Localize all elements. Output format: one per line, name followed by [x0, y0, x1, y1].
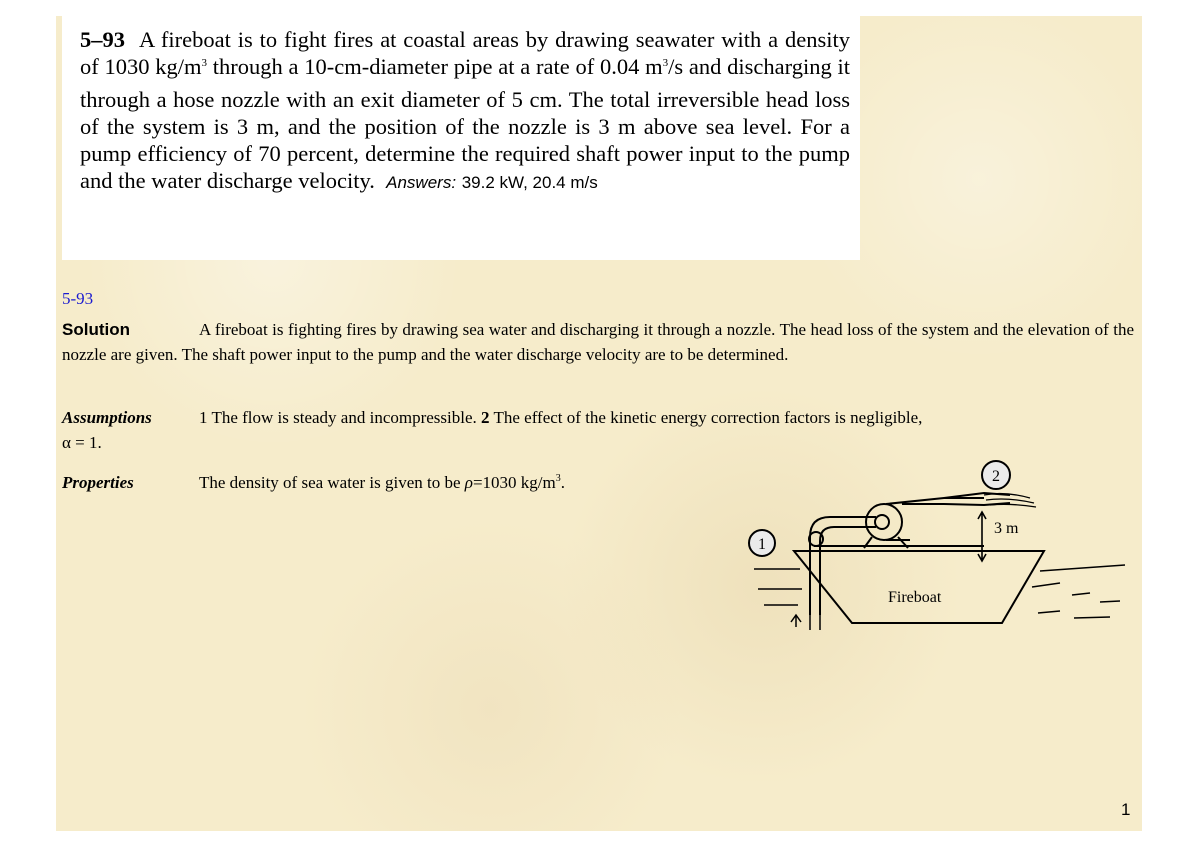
assumptions-label: Assumptions: [62, 408, 152, 427]
boat-hull: [794, 551, 1044, 623]
solution-text: A fireboat is fighting fires by drawing sea water and discharging it through a nozzle. The head loss of the system and the elevation of the nozzle are given. The shaft power input to the pump and the water discharge velocity are to be determined.: [62, 320, 1134, 364]
properties-paragraph: Properties The density of sea water is given to be ρ=1030 $kg/m^3$.: [62, 471, 1134, 499]
properties-label: Properties: [62, 473, 134, 492]
suction-tube: [810, 615, 820, 630]
assumptions-paragraph: Assumptions 1 The flow is steady and incompressible. 2 The effect of the kinetic energy correction factors is negligible, α = 1.: [62, 408, 923, 452]
fireboat-label: Fireboat: [888, 589, 942, 606]
point-2-label: 2: [992, 468, 1000, 485]
answers-value: 39.2 kW, 20.4 m/s: [461, 173, 598, 193]
problem-text: 5–93 A fireboat is to fight fires at coastal areas by drawing seawater with a density of 1030 $kg/m^3$ through a 10-cm-diameter pipe at a rate of 0.04 $m^3/s$ and discharging it through a hose nozzle with an exit diameter of 5 cm. The total irreversible head loss of the system is 3 m, and the position of the nozzle is 3 m above sea level. For a pump efficiency of 70 percent, determine the required shaft power input to the pump and the water discharge velocity. Answers: 39.2 kW, 20.4 m/s: [80, 27, 850, 194]
problem-statement-box: [62, 16, 860, 260]
point-1-label: 1: [758, 536, 766, 553]
problem-number: 5–93: [80, 27, 125, 52]
page-number: 1: [1121, 800, 1131, 819]
intake-pipe: [810, 517, 876, 615]
alpha-equation: α = 1.: [62, 432, 102, 452]
solution-number: 5-93: [62, 289, 94, 308]
height-label: 3 m: [994, 520, 1019, 537]
water-line-left: [754, 569, 802, 605]
water-line-right: [1032, 565, 1125, 618]
pump-circle: [866, 504, 902, 540]
water-jet: [984, 494, 1036, 507]
intake-arrow: [791, 615, 801, 627]
solution-label: Solution: [62, 320, 130, 339]
fireboat-diagram: [740, 455, 1140, 645]
solution-paragraph: [62, 318, 1134, 367]
pump-inner: [875, 515, 889, 529]
answers-label: Answers:: [386, 173, 457, 193]
height-arrow: [978, 512, 986, 561]
